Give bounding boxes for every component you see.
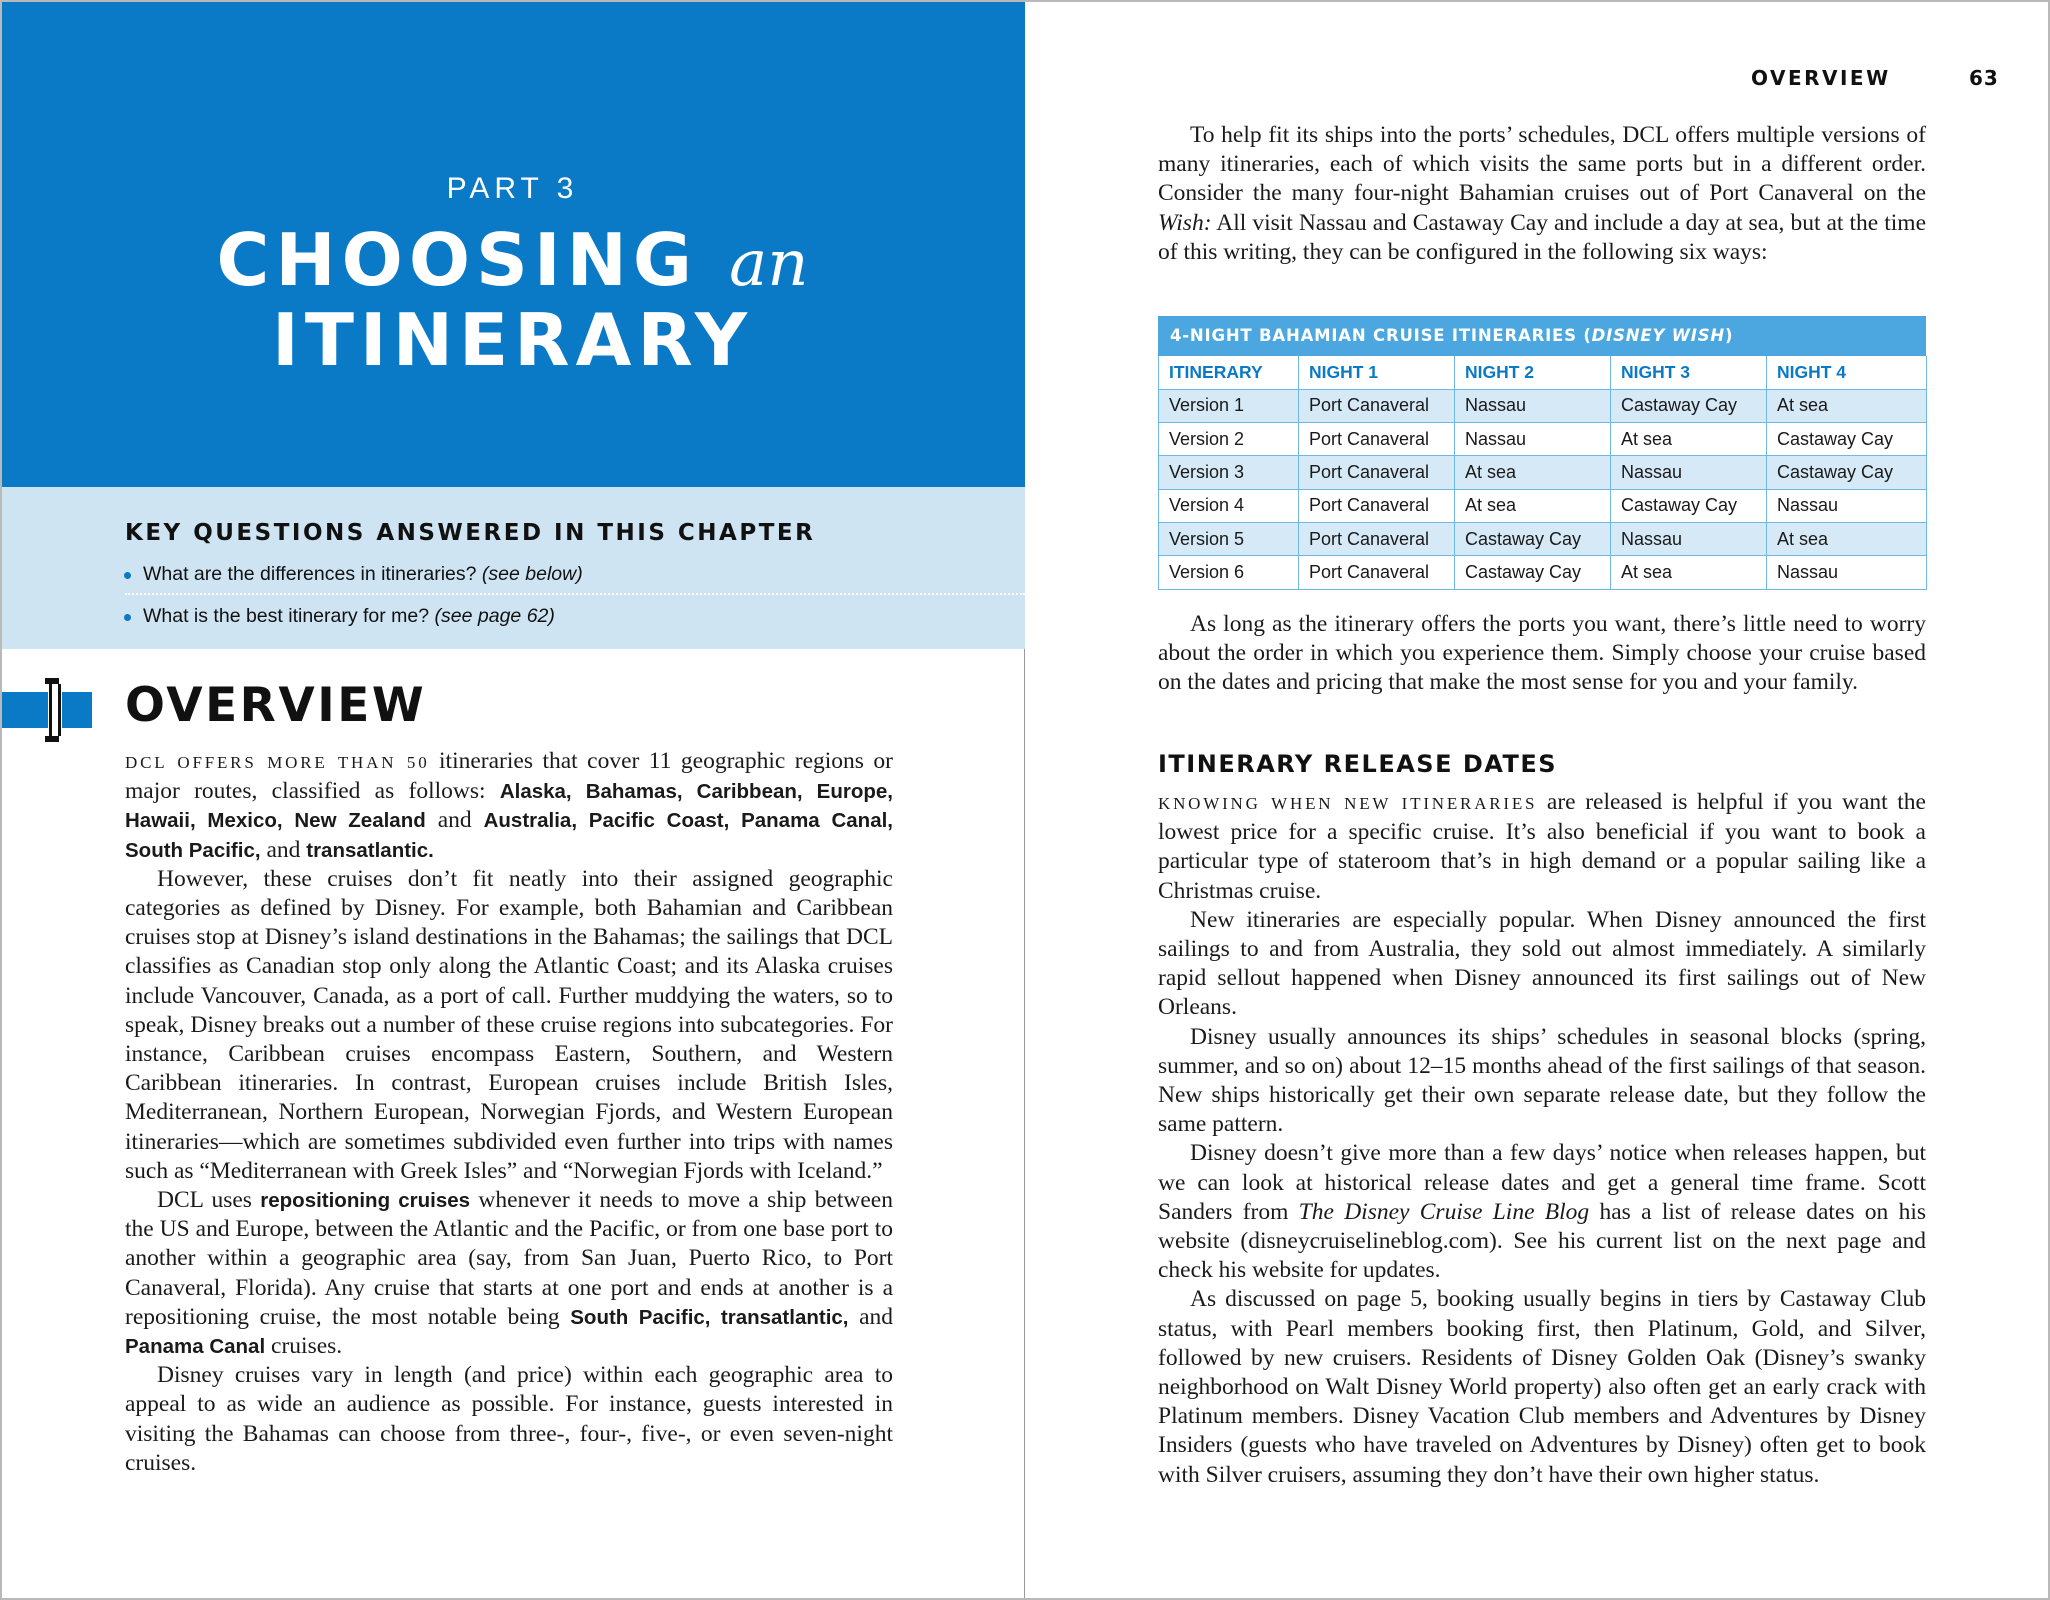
table-cell: Version 4 xyxy=(1159,489,1299,522)
chapter-title xyxy=(0,218,1025,382)
table-caption xyxy=(1158,316,1926,356)
text-run: cruises. xyxy=(265,1333,343,1360)
text-run: itineraries that cover 11 geographic regions or major routes, classified as follows: xyxy=(125,748,893,805)
itinerary-grid xyxy=(1158,356,1927,590)
key-question-ref: (see below) xyxy=(481,563,583,585)
part-label: PART 3 xyxy=(446,172,579,205)
table-cell: Castaway Cay xyxy=(1611,389,1767,422)
table-cell: At sea xyxy=(1767,522,1927,555)
paragraph: New itineraries are especially popular. When Disney announced the first sailings to and from Australia, they sold out almost immediately. A similarly rapid sellout happened when Disney announced its first sailings out of New Orleans. xyxy=(1158,906,1926,1021)
table-cell: Nassau xyxy=(1767,489,1927,522)
table-row xyxy=(1159,389,1927,422)
table-cell: At sea xyxy=(1455,489,1611,522)
sub-heading: ITINERARY RELEASE DATES xyxy=(1158,750,1558,778)
chapter-title-word-1: CHOOSING xyxy=(216,218,699,302)
table-cell: Port Canaveral xyxy=(1299,423,1455,456)
paragraph: As long as the itinerary offers the ports you want, there’s little need to worry about the order in which you experience them. Simply choose your cruise based on the dates and pricing that make the most sense for you and your family. xyxy=(1158,611,1926,696)
text-run: are released is helpful if you want the lowest price for a specific cruise. It’s also beneficial if you want to book a particular type of stateroom that’s in high demand or a popular sailing like a Christmas cruise. xyxy=(1158,789,1926,904)
key-questions-title: KEY QUESTIONS ANSWERED IN THIS CHAPTER xyxy=(125,520,816,546)
text-run: whenever it needs to move a ship between the US and Europe, between the Atlantic and the Pacific, or from one base port to another within a geographic area (say, from San Juan, Puerto Rico, to Port Canaveral, Florida). Any cruise that starts at one port and ends at another is a repositioning cruise, the most notable being xyxy=(125,1187,893,1330)
text-run: and xyxy=(425,807,484,834)
table-cell: Port Canaveral xyxy=(1299,556,1455,589)
table-cell: Version 2 xyxy=(1159,423,1299,456)
right-body-text-bottom xyxy=(1158,788,1926,1490)
table-cell: Version 3 xyxy=(1159,456,1299,489)
key-questions-divider xyxy=(125,593,1025,595)
table-row xyxy=(1159,489,1927,522)
column-header: NIGHT 2 xyxy=(1455,356,1611,389)
table-cell: Nassau xyxy=(1455,423,1611,456)
column-header: NIGHT 4 xyxy=(1767,356,1927,389)
table-cell: Port Canaveral xyxy=(1299,489,1455,522)
running-head: OVERVIEW xyxy=(1751,66,1891,90)
section-marker-icon xyxy=(49,684,61,736)
text-run: Disney doesn’t give more than a few days’ notice when releases happen, but we can look at historical release dates and get a general time frame. Scott Sanders from xyxy=(1158,1140,1926,1225)
caption-text: 4-NIGHT BAHAMIAN CRUISE ITINERARIES ( xyxy=(1170,326,1592,345)
key-question-text: What are the differences in itineraries? xyxy=(143,563,477,585)
column-header: NIGHT 3 xyxy=(1611,356,1767,389)
table-cell: Castaway Cay xyxy=(1767,423,1927,456)
table-header-row xyxy=(1159,356,1927,389)
chapter-title-line-2: ITINERARY xyxy=(272,298,753,382)
table-cell: At sea xyxy=(1611,556,1767,589)
page-number: 63 xyxy=(1969,66,1999,90)
table-cell: Castaway Cay xyxy=(1455,556,1611,589)
table-cell: Port Canaveral xyxy=(1299,456,1455,489)
itinerary-table xyxy=(1158,316,1926,590)
caption-text: ) xyxy=(1725,326,1734,345)
text-run: has a list of release dates on his website (disneycruiselineblog.com). See his current list on the next page and check his website for updates. xyxy=(1158,1198,1927,1284)
bold-term: transatlantic. xyxy=(306,838,434,862)
table-cell: Castaway Cay xyxy=(1455,522,1611,555)
section-marker-bar xyxy=(62,692,92,728)
table-cell: Nassau xyxy=(1767,556,1927,589)
table-cell: Nassau xyxy=(1611,522,1767,555)
paragraph xyxy=(1158,1139,1926,1285)
bullet-icon xyxy=(124,614,131,621)
table-row xyxy=(1159,522,1927,555)
text-run: All visit Nassau and Castaway Cay and include a day at sea, but at the time of this writing, they can be configured in the following six ways: xyxy=(1158,209,1926,265)
paragraph xyxy=(1158,121,1926,267)
table-row xyxy=(1159,456,1927,489)
table-cell: At sea xyxy=(1455,456,1611,489)
table-cell: Port Canaveral xyxy=(1299,522,1455,555)
table-cell: Version 5 xyxy=(1159,522,1299,555)
key-question-item xyxy=(143,605,555,628)
key-question-ref: (see page 62) xyxy=(434,605,555,627)
table-cell: Version 6 xyxy=(1159,556,1299,589)
small-caps-lead: KNOWING WHEN NEW ITINERARIES xyxy=(1158,794,1538,813)
paragraph: Disney cruises vary in length (and price) within each geographic area to appeal to as wide an audience as possible. For instance, guests interested in visiting the Bahamas can choose from three-, four-, five-, or even seven-night cruises. xyxy=(125,1362,893,1476)
bold-term: Panama Canal xyxy=(125,1335,266,1359)
table-cell: At sea xyxy=(1611,423,1767,456)
table-row xyxy=(1159,423,1927,456)
text-run: To help fit its ships into the ports’ schedules, DCL offers multiple versions of many itineraries, each of which visits the same ports but in a different order. Consider the many four-night Bahamian cruises out of Port Canaveral on the xyxy=(1158,122,1926,207)
bold-term: Alaska, Bahamas, Caribbean, Europe, Hawaii, Mexico, New Zealand xyxy=(125,780,893,833)
bold-term: repositioning cruises xyxy=(260,1189,471,1213)
table-cell: At sea xyxy=(1767,389,1927,422)
right-body-text-mid xyxy=(1158,610,1926,698)
bold-term: Australia, Pacific Coast, Panama Canal, South Pacific, xyxy=(125,809,893,862)
key-question-item xyxy=(143,563,583,586)
table-cell: Nassau xyxy=(1455,389,1611,422)
paragraph xyxy=(125,1186,893,1361)
paragraph: However, these cruises don’t fit neatly into their assigned geographic categories as defined by Disney. For example, both Bahamian and Caribbean cruises stop at Disney’s island destinations in the Bahamas; the sailings that DCL classifies as Canadian stop only along the Atlantic Coast; and its Alaska cruises include Vancouver, Canada, as a port of call. Further muddying the waters, so to speak, Disney breaks out a number of these cruise regions into subcategories. For instance, Caribbean cruises encompass Eastern, Southern, and Western Caribbean itineraries. In contrast, European cruises include British Isles, Mediterranean, Northern European, Norwegian Fjords, and Western European itineraries—which are sometimes subdivided even further into trips with names such as “Mediterranean with Greek Isles” and “Norwegian Fjords with Iceland.” xyxy=(125,865,893,1184)
key-question-text: What is the best itinerary for me? xyxy=(143,605,430,627)
column-header: ITINERARY xyxy=(1159,356,1299,389)
italic-term: The Disney Cruise Line Blog xyxy=(1298,1198,1590,1225)
column-header: NIGHT 1 xyxy=(1299,356,1455,389)
table-cell: Port Canaveral xyxy=(1299,389,1455,422)
paragraph: As discussed on page 5, booking usually begins in tiers by Castaway Club status, with Pearl members booking first, then Platinum, Gold, and Silver, followed by new cruisers. Residents of Disney Golden Oak (Disney’s swanky neighborhood on Walt Disney World property) also often get an early crack with Platinum members. Disney Vacation Club members and Adventures by Disney Insiders (guests who have traveled on Adventures by Disney) often get to book with Silver cruisers, assuming they don’t have their own higher status. xyxy=(1158,1286,1926,1488)
italic-term: Wish: xyxy=(1158,209,1212,236)
section-heading: OVERVIEW xyxy=(125,678,427,733)
paragraph xyxy=(1158,788,1926,906)
small-caps-lead: DCL OFFERS MORE THAN 50 xyxy=(125,753,430,772)
key-questions-box xyxy=(0,487,1025,649)
left-body-text xyxy=(125,747,893,1478)
paragraph xyxy=(125,747,893,865)
table-cell: Castaway Cay xyxy=(1767,456,1927,489)
caption-italic: DISNEY WISH xyxy=(1591,326,1725,345)
table-row xyxy=(1159,556,1927,589)
section-marker-bar xyxy=(0,692,48,728)
table-cell: Castaway Cay xyxy=(1611,489,1767,522)
bullet-icon xyxy=(124,572,131,579)
text-run: and xyxy=(848,1303,894,1330)
table-cell: Nassau xyxy=(1611,456,1767,489)
chapter-title-word-2: an xyxy=(729,227,809,301)
text-run: DCL uses xyxy=(157,1187,261,1214)
paragraph: Disney usually announces its ships’ schedules in seasonal blocks (spring, summer, and so on) about 12–15 months ahead of the first sailings of that season. New ships historically get their own separate release date, but they follow the same pattern. xyxy=(1158,1023,1926,1138)
right-body-text-top xyxy=(1158,121,1926,267)
table-cell: Version 1 xyxy=(1159,389,1299,422)
text-run: and xyxy=(260,836,307,863)
chapter-banner xyxy=(0,0,1025,487)
bold-term: South Pacific, transatlantic, xyxy=(570,1305,849,1329)
